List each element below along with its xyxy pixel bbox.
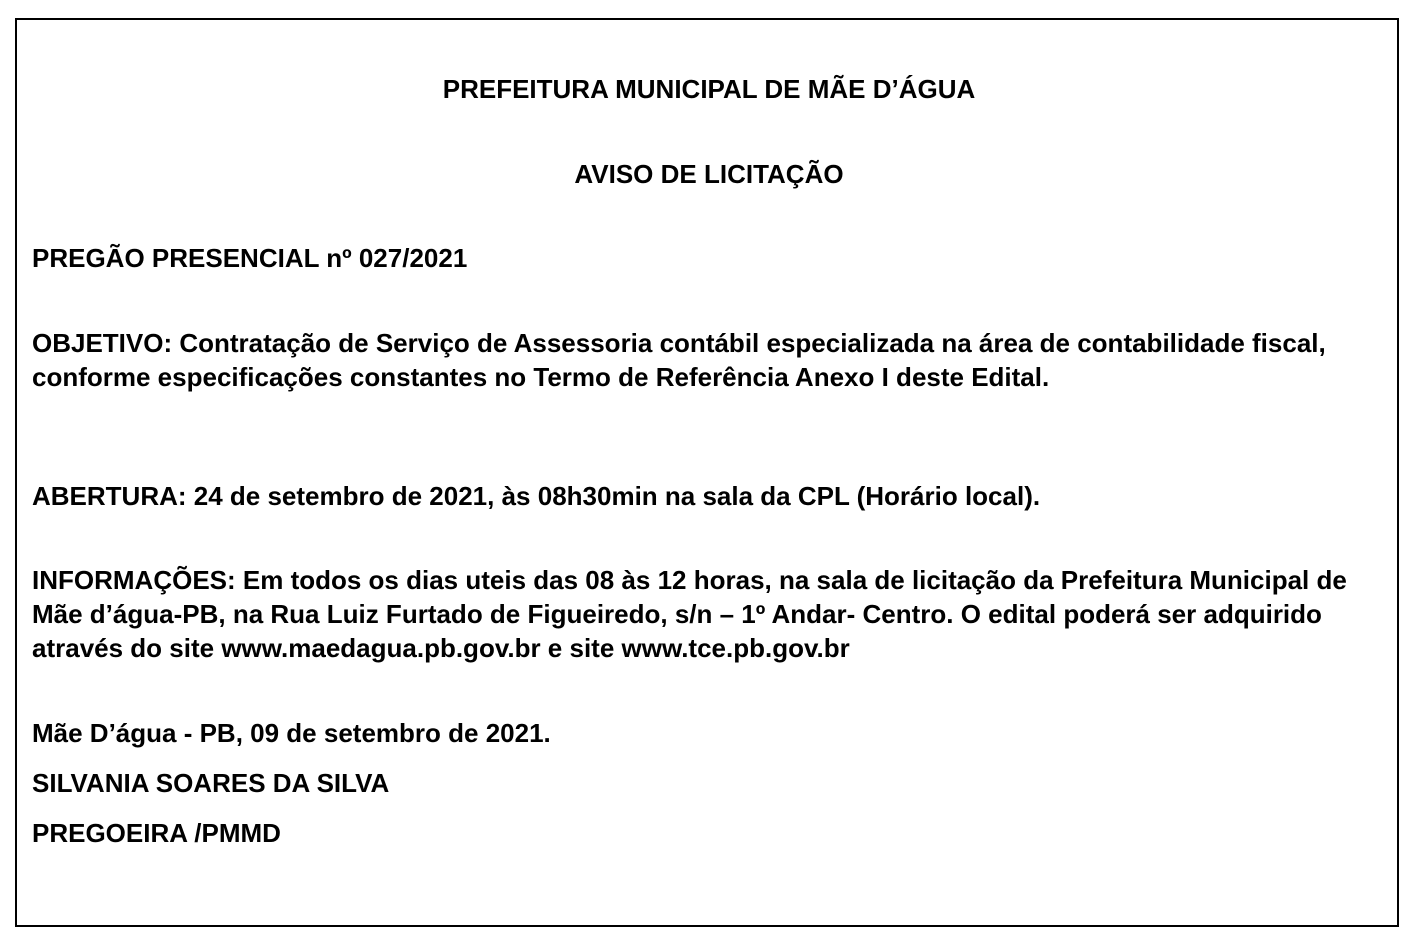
signer-role: PREGOEIRA /PMMD bbox=[32, 818, 281, 848]
opening-paragraph: ABERTURA: 24 de setembro de 2021, às 08h30min na sala da CPL (Horário local). bbox=[32, 481, 1041, 511]
notice-type-title: AVISO DE LICITAÇÃO bbox=[574, 159, 844, 189]
process-number: PREGÃO PRESENCIAL nº 027/2021 bbox=[32, 243, 468, 273]
place-date: Mãe D’água - PB, 09 de setembro de 2021. bbox=[32, 718, 551, 748]
information-paragraph: INFORMAÇÕES: Em todos os dias uteis das 08 às 12 horas, na sala de licitação da Prefeitura Municipal de Mãe d’água-PB, na Rua Luiz Furtado de Figueiredo, s/n – 1º Andar- Centro. O edital poderá ser adquirido através do site www.maedagua.pb.gov.br e site www.tce.pb.gov.br bbox=[32, 565, 1347, 663]
objective-paragraph: OBJETIVO: Contratação de Serviço de Assessoria contábil especializada na área de contabilidade fiscal, conforme especificações constantes no Termo de Referência Anexo I deste Edital. bbox=[32, 328, 1326, 392]
signer-name: SILVANIA SOARES DA SILVA bbox=[32, 768, 390, 798]
organization-title: PREFEITURA MUNICIPAL DE MÃE D’ÁGUA bbox=[442, 74, 976, 104]
